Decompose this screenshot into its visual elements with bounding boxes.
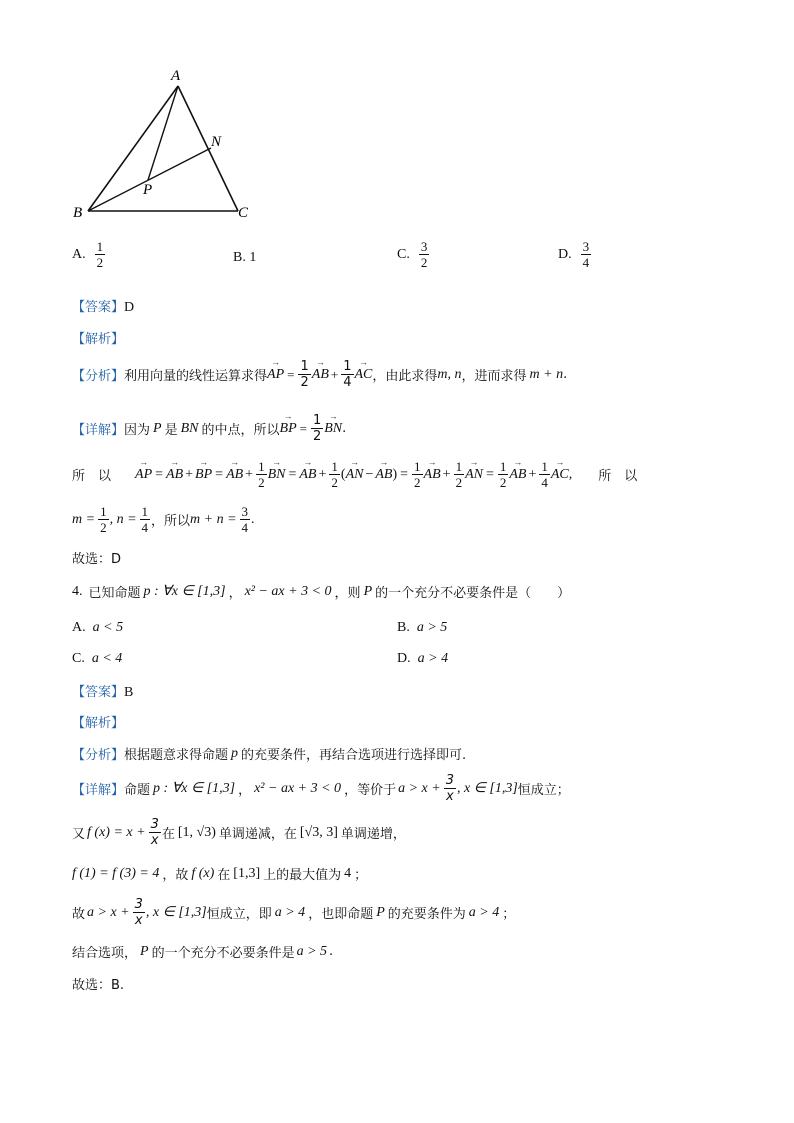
vertex-c-label: C bbox=[238, 205, 249, 221]
q4-detail-line-4 bbox=[72, 898, 515, 927]
option-expr: a > 5 bbox=[416, 620, 448, 635]
q3-option-value: 1 bbox=[249, 250, 257, 265]
option-letter: D. bbox=[397, 651, 411, 666]
paren: ) bbox=[392, 466, 398, 482]
point-n-label: N bbox=[211, 134, 222, 150]
equals-sign: = bbox=[299, 420, 307, 436]
q3-option-letter: D. bbox=[558, 246, 572, 262]
fraction: $\frac{3}{x}$ bbox=[445, 773, 454, 804]
vertex-b-label: B bbox=[73, 205, 83, 221]
stem-math: p : ∀x ∈ [1,3] bbox=[143, 584, 226, 599]
q4-option-d bbox=[397, 651, 448, 667]
vector-ac: → AC bbox=[551, 467, 569, 483]
answer-tag: 【答案】 bbox=[72, 300, 125, 315]
fenxi-mn: m, n bbox=[437, 366, 462, 382]
q3-answer-line bbox=[72, 296, 134, 316]
m-plus-n-equals: m + n = bbox=[190, 511, 237, 527]
vector-bp: → BP bbox=[280, 421, 297, 437]
detail-text: 又 bbox=[72, 827, 86, 842]
fraction: $\frac{1}{2}$ bbox=[455, 459, 463, 490]
q4-option-c bbox=[72, 651, 122, 667]
vector-ac: → AC bbox=[355, 367, 373, 383]
detail-math: a > 4 bbox=[468, 904, 500, 920]
option-expr: a > 4 bbox=[417, 651, 449, 666]
detail-text: 在 bbox=[161, 827, 175, 842]
q4-stem bbox=[72, 582, 570, 601]
detail-math: P bbox=[140, 943, 149, 959]
vector-bn: → BN bbox=[324, 421, 342, 437]
detail-math: a > x + bbox=[398, 780, 441, 796]
q4-detail-line-3 bbox=[72, 864, 367, 883]
q3-option-c bbox=[397, 240, 430, 269]
detail-math: , x ∈ [1,3] bbox=[456, 781, 518, 796]
detail-text: 的中点，所以 bbox=[201, 423, 280, 438]
m-equals: m = bbox=[72, 511, 96, 527]
detail-text: 单调递增， bbox=[340, 827, 406, 842]
detail-text: 的一个充分不必要条件是 bbox=[151, 946, 295, 961]
n-equals: , n = bbox=[109, 511, 137, 527]
answer-tag: 【答案】 bbox=[72, 685, 125, 700]
q4-option-b bbox=[397, 620, 447, 636]
fenxi-tag: 【分析】 bbox=[72, 369, 125, 384]
vector-ab: → AB bbox=[299, 467, 316, 483]
segment-ap bbox=[148, 86, 178, 180]
fraction: $\frac{1}{2}$ bbox=[414, 459, 421, 490]
q4-detail-line-2 bbox=[72, 818, 406, 847]
fraction: $\frac{3}{4}$ bbox=[241, 504, 249, 535]
vector-ab: → AB bbox=[312, 367, 329, 383]
fraction: $\frac{3}{2}$ bbox=[420, 239, 428, 270]
q4-detail-line-5 bbox=[72, 942, 333, 961]
equals-sign: = bbox=[215, 466, 224, 482]
equals-sign: = bbox=[288, 466, 297, 482]
detail-text: 命题 bbox=[124, 783, 151, 798]
detail-math: a > 5 bbox=[296, 943, 328, 959]
stem-math: x² − ax + 3 < 0 bbox=[244, 583, 332, 599]
option-letter: B. bbox=[397, 620, 410, 635]
detail-math: , x ∈ [1,3] bbox=[145, 905, 207, 920]
q3-detail-line-3 bbox=[72, 505, 255, 534]
stem-text: 的一个充分不必要条件是（ ） bbox=[375, 586, 571, 601]
point-p-label: P bbox=[143, 182, 153, 198]
fenxi-text: 的充要条件，再结合选项进行选择即可. bbox=[241, 748, 467, 763]
fenxi-text: ，进而求得 bbox=[461, 369, 527, 384]
option-letter: A. bbox=[72, 620, 86, 635]
detail-math: [1, √3) bbox=[177, 824, 216, 840]
paren: ( bbox=[340, 466, 346, 482]
fenxi-mplusn: m + n bbox=[529, 366, 564, 382]
q3-option-a bbox=[72, 240, 106, 269]
detail-text: ，也即命题 bbox=[308, 907, 374, 922]
detail-tag: 【详解】 bbox=[72, 783, 125, 798]
option-expr: a < 4 bbox=[91, 651, 123, 666]
answer-value: D bbox=[124, 300, 135, 315]
detail-math: 4 bbox=[344, 865, 352, 881]
plus-sign: + bbox=[185, 466, 194, 482]
fraction: $\frac{1}{2}$ bbox=[96, 239, 104, 270]
side-ac bbox=[178, 86, 238, 211]
detail-text: 所 以 bbox=[598, 469, 638, 484]
q4-answer-line bbox=[72, 681, 133, 701]
vector-ab: → AB bbox=[375, 467, 392, 483]
detail-text: ； bbox=[354, 868, 368, 883]
analysis-tag: 【解析】 bbox=[72, 332, 125, 347]
fraction: $\frac{3}{x}$ bbox=[134, 897, 143, 928]
q3-fenxi-line bbox=[72, 360, 567, 389]
q3-option-b bbox=[233, 250, 256, 266]
triangle-figure bbox=[60, 60, 270, 230]
detail-text: 所 以 bbox=[72, 469, 112, 484]
q4-detail-line-1 bbox=[72, 774, 570, 803]
plus-sign: + bbox=[330, 366, 339, 382]
q3-option-letter: B. bbox=[233, 250, 246, 265]
detail-text: ，故 bbox=[162, 868, 189, 883]
detail-text: 单调递减，在 bbox=[218, 827, 297, 842]
option-expr: a < 5 bbox=[92, 620, 124, 635]
detail-text: ，所以 bbox=[151, 514, 191, 529]
vector-ap: → AP bbox=[135, 467, 152, 483]
fraction: $\frac{1}{4}$ bbox=[141, 504, 149, 535]
plus-sign: + bbox=[245, 466, 254, 482]
detail-text: 恒成立； bbox=[517, 783, 570, 798]
segment-bn bbox=[88, 148, 211, 211]
period: . bbox=[342, 421, 347, 436]
comma: , bbox=[568, 466, 573, 482]
vector-ap: → AP bbox=[267, 367, 284, 383]
q3-detail-line-2 bbox=[72, 460, 637, 489]
fraction: $\frac{1}{2}$ bbox=[300, 359, 309, 390]
equals-sign: = bbox=[485, 466, 494, 482]
detail-math: f (1) = f (3) = 4 bbox=[72, 865, 160, 881]
detail-math: [1,3] bbox=[233, 865, 261, 881]
detail-math: [√3, 3] bbox=[299, 824, 338, 840]
fenxi-tag: 【分析】 bbox=[72, 748, 125, 763]
detail-text: . bbox=[329, 944, 334, 959]
plus-sign: + bbox=[528, 466, 537, 482]
fraction: $\frac{1}{2}$ bbox=[258, 459, 265, 490]
fraction: $\frac{3}{x}$ bbox=[150, 817, 159, 848]
detail-math: f (x) bbox=[191, 865, 215, 881]
fenxi-text: 根据题意求得命题 bbox=[124, 748, 229, 763]
detail-math: p : ∀x ∈ [1,3] bbox=[153, 781, 236, 796]
vector-an: → AN bbox=[346, 467, 364, 483]
vector-bn: → BN bbox=[268, 467, 286, 483]
fraction: $\frac{1}{4}$ bbox=[541, 459, 548, 490]
detail-text: 在 bbox=[217, 868, 231, 883]
period: . bbox=[251, 511, 255, 527]
q3-detail-line-1 bbox=[72, 414, 346, 443]
stem-text: ，则 bbox=[334, 586, 361, 601]
equals-sign: = bbox=[400, 466, 409, 482]
detail-text: 因为 bbox=[124, 423, 151, 438]
stem-text: 已知命题 bbox=[88, 586, 141, 601]
vector-ab: → AB bbox=[226, 467, 243, 483]
q4-option-a bbox=[72, 620, 123, 636]
vector-an: → AN bbox=[465, 467, 483, 483]
fraction: $\frac{1}{2}$ bbox=[100, 504, 107, 535]
fraction: $\frac{1}{4}$ bbox=[343, 359, 352, 390]
detail-text: 故 bbox=[72, 907, 86, 922]
vertex-a-label: A bbox=[171, 68, 181, 84]
fenxi-text: ，由此求得 bbox=[372, 369, 438, 384]
question-number: 4. bbox=[72, 583, 83, 599]
vector-ab: → AB bbox=[166, 467, 183, 483]
detail-text: ； bbox=[502, 907, 516, 922]
equals-sign: = bbox=[287, 366, 295, 382]
point-p: P bbox=[153, 420, 162, 436]
detail-math: P bbox=[376, 904, 385, 920]
detail-tag: 【详解】 bbox=[72, 423, 125, 438]
period: . bbox=[563, 367, 568, 382]
detail-text: 的充要条件为 bbox=[387, 907, 466, 922]
detail-text: 结合选项， bbox=[72, 946, 138, 961]
q3-option-letter: A. bbox=[72, 246, 86, 262]
fenxi-text: 利用向量的线性运算求得 bbox=[124, 369, 268, 384]
option-letter: C. bbox=[72, 651, 85, 666]
answer-value: B bbox=[124, 685, 134, 700]
q3-option-d bbox=[558, 240, 592, 269]
stem-text: ， bbox=[228, 586, 242, 601]
q3-choose: 故选：D bbox=[72, 552, 122, 567]
q4-choose: 故选：B. bbox=[72, 978, 125, 993]
plus-sign: + bbox=[442, 466, 451, 482]
detail-math: a > x + bbox=[87, 904, 130, 920]
vector-ab: → AB bbox=[424, 467, 441, 483]
detail-text: 恒成立，即 bbox=[206, 907, 272, 922]
stem-math: P bbox=[363, 583, 373, 599]
fraction: $\frac{3}{4}$ bbox=[582, 239, 590, 270]
plus-sign: + bbox=[318, 466, 327, 482]
minus-sign: − bbox=[365, 466, 374, 482]
detail-math: f (x) = x + bbox=[87, 824, 146, 840]
detail-math: a > 4 bbox=[274, 904, 306, 920]
fraction: $\frac{1}{2}$ bbox=[499, 459, 507, 490]
detail-math: x² − ax + 3 < 0 bbox=[254, 780, 342, 796]
side-ab bbox=[88, 86, 178, 211]
fraction: $\frac{1}{2}$ bbox=[312, 413, 322, 444]
segment-bn: BN bbox=[180, 420, 199, 436]
vector-ab: → AB bbox=[509, 467, 526, 483]
q3-option-letter: C. bbox=[397, 246, 410, 262]
analysis-tag: 【解析】 bbox=[72, 716, 125, 731]
q4-fenxi-line bbox=[72, 744, 466, 763]
vector-bp: → BP bbox=[195, 467, 212, 483]
detail-text: ，等价于 bbox=[344, 783, 397, 798]
detail-text: 上的最大值为 bbox=[263, 868, 342, 883]
fraction: $\frac{1}{2}$ bbox=[331, 459, 338, 490]
proposition-p: p bbox=[231, 745, 239, 761]
detail-text: 是 bbox=[164, 423, 178, 438]
equals-sign: = bbox=[155, 466, 164, 482]
detail-text: ， bbox=[238, 783, 252, 798]
